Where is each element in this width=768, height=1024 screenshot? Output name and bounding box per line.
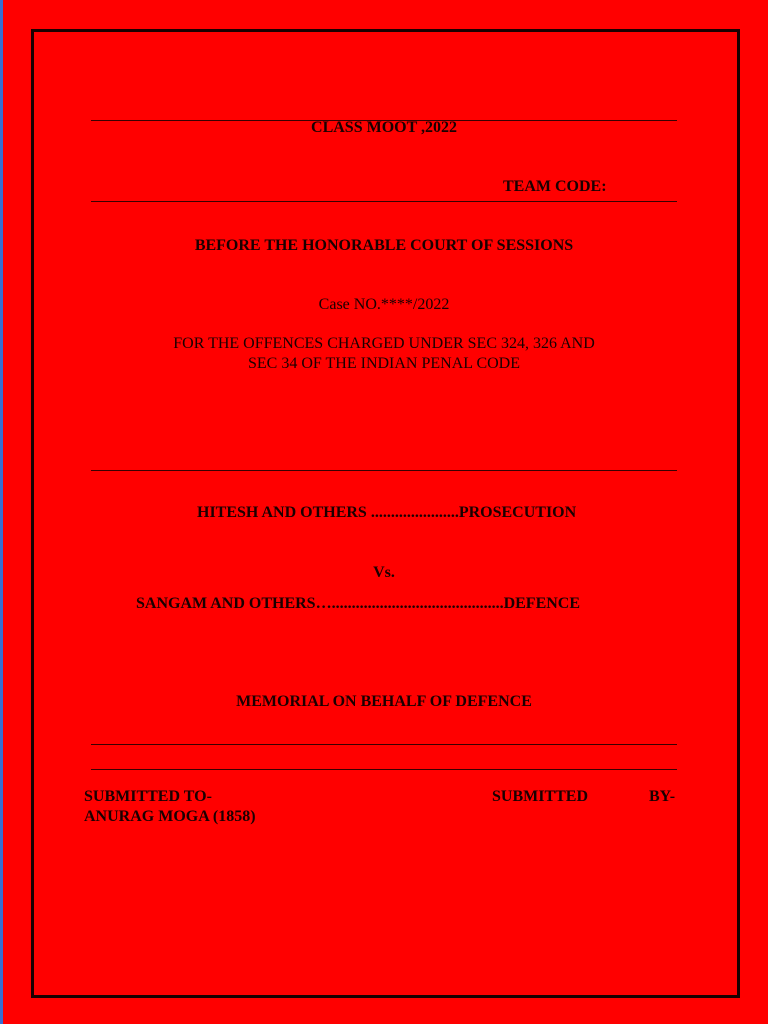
rule-top-2 (91, 201, 677, 202)
submitted-to-label: SUBMITTED TO- (84, 788, 212, 805)
rule-bottom-2 (91, 769, 677, 770)
rule-bottom-1 (91, 744, 677, 745)
offences-line-1: FOR THE OFFENCES CHARGED UNDER SEC 324, 326 AND (173, 335, 595, 352)
submitted-by-suffix: BY- (649, 788, 676, 805)
offences-line-2: SEC 34 OF THE INDIAN PENAL CODE (248, 355, 520, 372)
memorial-heading: MEMORIAL ON BEHALF OF DEFENCE (236, 693, 532, 710)
case-number: Case NO.****/2022 (318, 296, 450, 313)
submitted-by-label: SUBMITTED (492, 788, 589, 805)
page-left-edge (0, 0, 3, 1024)
submitted-name: ANURAG MOGA (1858) (84, 808, 256, 825)
versus-text: Vs. (373, 564, 395, 581)
rule-middle (91, 470, 677, 471)
team-code-label: TEAM CODE: (503, 178, 607, 195)
defence-party: SANGAM AND OTHERS…...........................................DEFENCE (136, 595, 581, 612)
court-heading: BEFORE THE HONORABLE COURT OF SESSIONS (194, 237, 574, 254)
moot-title: CLASS MOOT ,2022 (311, 119, 457, 136)
prosecution-party: HITESH AND OTHERS ......................PROSECUTION (197, 504, 577, 521)
